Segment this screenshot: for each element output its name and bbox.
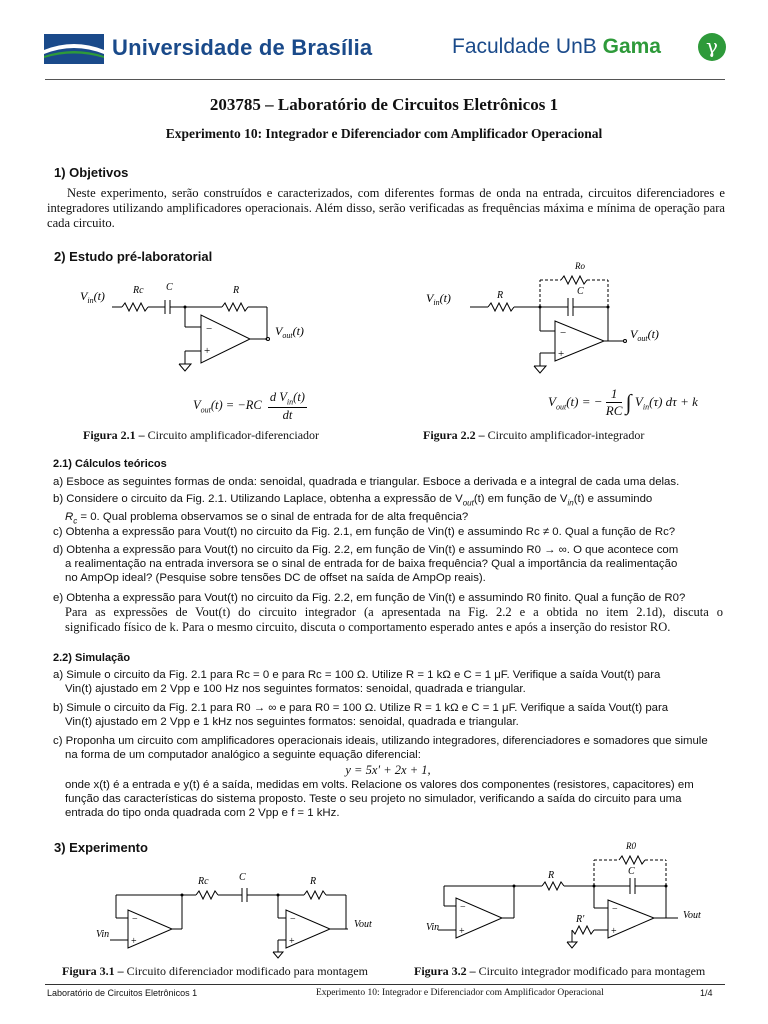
fig32-c-label: C [628,866,635,877]
calc-item-a: a) Esboce as seguintes formas de onda: senoidal, quadrada e triangular. Esboce a derivada e a integral de cada uma delas. [53,476,680,488]
page-title: 203785 – Laboratório de Circuitos Eletrônicos 1 [209,95,559,114]
svg-text:+: + [289,936,295,947]
fig21-equation: $V_{out}(t) = -RC$ d $V_{in}(t)$ dt [193,390,305,422]
calc-item-e: e) Obtenha a expressão para Vout(t) no circuito da Fig. 2.2, em função de Vin(t) e assumindo R0 finito. Qual a função de R0? Para as expressões de Vout(t) do circuito integrador (a apresentada na Fig. 2.2 e a obtida no item 2.1d), discuta o significado físico de k. Para o mesmo circuito, discuta o comportamento esperado antes e após a inserção do resistor RO. [53,592,723,634]
university-name: Universidade de Brasília [112,35,373,60]
fig21-vin-label: $V_{in}(t)$ [80,289,105,305]
calc-item-b: b) Considere o circuito da Fig. 2.1. Utilizando Laplace, obtenha a expressão de $V_{out}(t)$ em função de $V_{in}(t)$ e assumindo $R_c = 0$. Qual problema observamos se o sinal de entrada for de alta frequência? [53,493,653,526]
fig21-minus-sign: − [206,323,213,335]
fig21-rc-label: Rc [133,285,144,296]
fig32-rprime-label: R' [576,914,585,925]
faculty-name: Faculdade UnB Gama [452,35,661,58]
calc-item-d: d) Obtenha a expressão para Vout(t) no circuito da Fig. 2.2, em função de Vin(t) e assumindo R0 → ∞. O que acontece com a realimentação na entrada inversora se o sinal de entrada for de baixa frequência? Qual a importância da realimentação no AmpOp ideal? (Pesquise sobre tensões DC de offset na saída de AmpOp reais). [53,544,679,584]
figure-2-2-circuit [420,258,670,378]
svg-text:+: + [131,936,137,947]
section-heading-objetivos: 1) Objetivos [54,165,129,180]
figure-3-2-circuit [422,838,722,962]
fig31-c-label: C [239,872,246,883]
figure-2-2-caption: Figura 2.2 – Circuito amplificador-integrador [423,428,645,442]
fig22-vin-label: $V_{in}(t)$ [426,291,451,307]
fig22-r-label: R [497,290,504,301]
figure-3-2-caption: Figura 3.2 – Circuito integrador modificado para montagem [414,964,706,978]
svg-text:+: + [558,348,565,360]
sim-differential-equation: y = 5x' + 2x + 1, [345,763,431,777]
figure-2-1-circuit [70,278,340,376]
sim-item-b: b) Simule o circuito da Fig. 2.1 para R0 → ∞ e para R0 = 100 Ω. Utilize R = 1 kΩ e C = 1 μF. Verifique a saída Vout(t) para Vin(t) ajustado em 2 Vpp e 1 kHz nos seguintes formatos: senoidal, quadrada e triangular. [53,702,669,728]
fig32-vin-label: Vin [426,922,440,933]
page-subtitle: Experimento 10: Integrador e Diferenciador com Amplificador Operacional [165,126,603,141]
sim-item-c: c) Proponha um circuito com amplificadores operacionais ideais, utilizando integradores, diferenciadores e somadores que simule na forma de um computador analógico a seguinte equação diferencial: y = 5x' + 2x + 1, onde x(t) é a entrada e y(t) é a saída, medidas em volts. Relacione os valores dos componentes (resistores, capacitores) em função das características do sistema proposto. Teste o seu projeto no simulador, verificando a saída do circuito para uma entrada do tipo onda quadrada com 2 Vpp e f = 1 kHz. [53,734,723,820]
unb-logo-icon [44,34,104,64]
figure-2-1-caption: Figura 2.1 – Circuito amplificador-diferenciador [83,428,320,442]
footer-page-number: 1/4 [700,988,713,998]
section-heading-pre-lab: 2) Estudo pré-laboratorial [54,249,213,264]
fig22-c-label: C [577,286,584,297]
footer-divider [45,984,725,985]
sim-item-a: a) Simule o circuito da Fig. 2.1 para Rc = 0 e para Rc = 100 Ω. Utilize R = 1 kΩ e C = 1 μF. Verifique a saída Vout(t) para Vin(t) ajustado em 2 Vpp e 100 Hz nos seguintes formatos: senoidal, quadrada e triangular. [53,669,661,695]
fig31-vout-label: Vout [354,919,372,930]
fig31-rc-label: Rc [198,876,209,887]
svg-text:−: − [132,914,138,925]
subsection-heading-simulacao: 2.2) Simulação [53,652,131,664]
footer-course: Laboratório de Circuitos Eletrônicos 1 [47,988,198,998]
fig21-plus-sign: + [204,345,211,357]
svg-text:+: + [459,926,465,937]
svg-text:−: − [290,914,296,925]
fig21-vout-label: $V_{out}(t)$ [275,324,304,340]
svg-text:+: + [611,926,617,937]
figure-3-1-caption: Figura 3.1 – Circuito diferenciador modificado para montagem [62,964,368,978]
fig32-r0-label: R0 [626,841,636,851]
page-header [0,0,768,80]
objetivos-text: Neste experimento, serão construídos e caracterizados, com diferentes formas de onda na entrada, circuitos diferenciadores e integradores utilizando amplificadores operacionais. Além disso, serão verificadas as frequências máxima e mínima de operação para cada circuito. [47,186,725,230]
fig31-vin-label: Vin [96,929,110,940]
header-divider [45,79,725,80]
fig22-equation: $V_{out}(t)$ = − $\frac{1}{RC}$ ∫ $V_{in}(\tau) d\tau + k$ [548,386,698,418]
fig22-ro-label: Ro [575,261,585,271]
svg-text:−: − [460,902,466,913]
fig21-c-label: C [166,282,173,293]
figure-3-1-circuit [92,868,392,964]
svg-text:−: − [612,904,618,915]
fig21-r-label: R [233,285,240,296]
fig32-vout-label: Vout [683,910,701,921]
fig32-r-label: R [548,870,555,881]
calc-item-c: c) Obtenha a expressão para Vout(t) no circuito da Fig. 2.1, em função de Vin(t) e assumindo Rc ≠ 0. Qual a função de Rc? [53,526,676,538]
svg-text:−: − [560,327,567,339]
fig31-r-label: R [310,876,317,887]
fig22-vout-label: $V_{out}(t)$ [630,327,659,343]
section-heading-experimento: 3) Experimento [54,840,148,855]
gamma-logo-icon: γ [698,33,726,61]
footer-experiment: Experimento 10: Integrador e Diferenciador com Amplificador Operacional [316,988,604,998]
subsection-heading-calculos: 2.1) Cálculos teóricos [53,458,167,470]
